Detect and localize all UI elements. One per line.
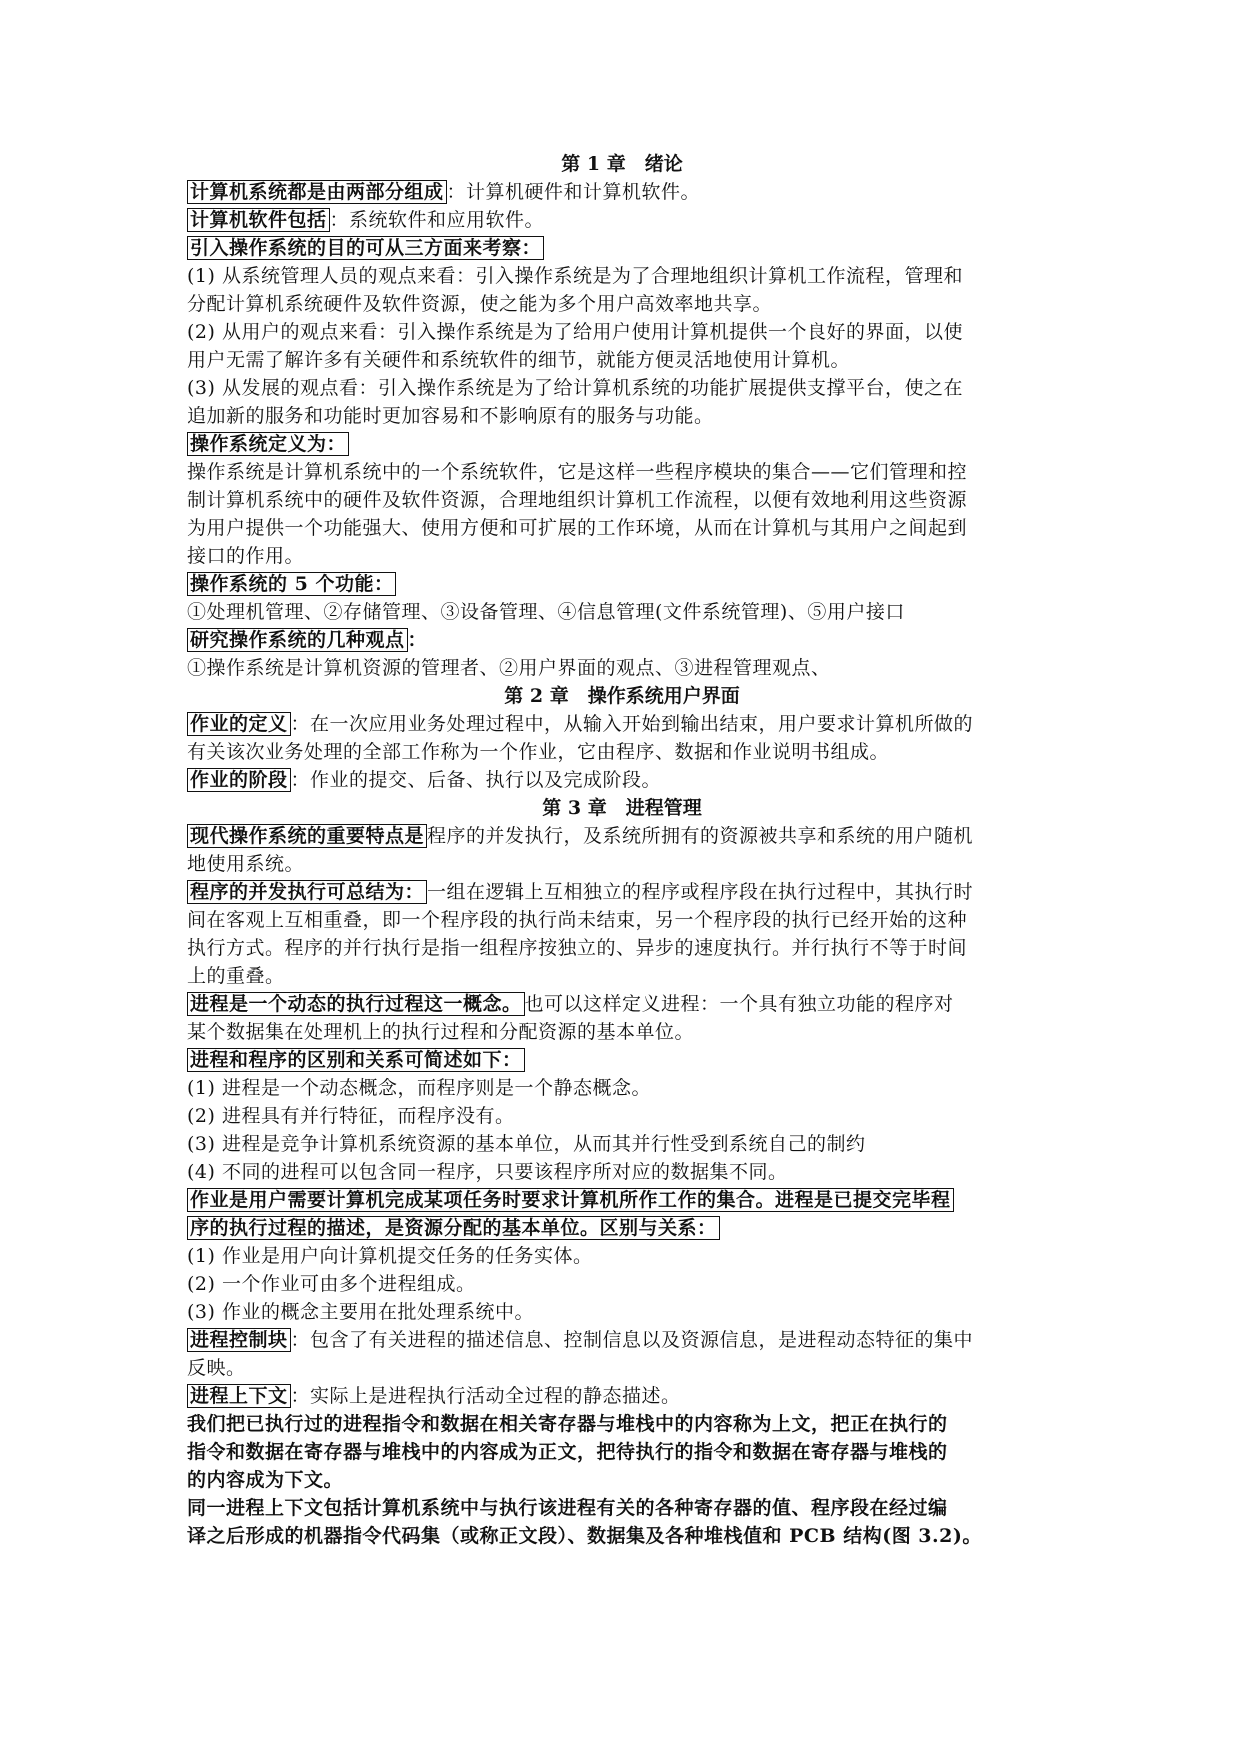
text-line: (3) 进程是竞争计算机系统资源的基本单位，从而其并行性受到系统自己的制约 — [187, 1133, 866, 1155]
key-term: 序的执行过程的描述，是资源分配的基本单位。区别与关系： — [187, 1216, 720, 1240]
text-line — [187, 570, 1057, 598]
text-line: 同一进程上下文包括计算机系统中与执行该进程有关的各种寄存器的值、程序段在经过编 — [187, 1497, 948, 1519]
key-term: 作业的阶段 — [187, 768, 291, 792]
text-line: 操作系统是计算机系统中的一个系统软件，它是这样一些程序模块的集合——它们管理和控 — [187, 461, 968, 483]
text-line: (3) 从发展的观点看：引入操作系统是为了给计算机系统的功能扩展提供支撑平台，使之在 — [187, 377, 963, 399]
text-line: 作业的定义 ：在一次应用业务处理过程中，从输入开始到输出结束，用户要求计算机所做的 — [187, 710, 1057, 738]
text-line — [187, 234, 1057, 262]
key-term: 现代操作系统的重要特点是 — [187, 824, 427, 848]
text-line — [187, 1186, 1057, 1214]
text-line: 有关该次业务处理的全部工作称为一个作业，它由程序、数据和作业说明书组成。 — [187, 741, 890, 763]
text-line: (1) 从系统管理人员的观点来看：引入操作系统是为了合理地组织计算机工作流程，管理和 — [187, 265, 963, 287]
text-line: 上的重叠。 — [187, 965, 285, 987]
text-line: 制计算机系统中的硬件及软件资源，合理地组织计算机工作流程，以便有效地利用这些资源 — [187, 489, 968, 511]
text-line: 现代操作系统的重要特点是 程序的并发执行，及系统所拥有的资源被共享和系统的用户随机 — [187, 822, 1057, 850]
key-term: 计算机系统都是由两部分组成 — [187, 180, 447, 204]
key-term: 进程控制块 — [187, 1328, 291, 1352]
text-line: 作业的阶段 ：作业的提交、后备、执行以及完成阶段。 — [187, 766, 1057, 794]
text-line: 研究操作系统的几种观点 ： — [187, 626, 1057, 654]
text-line: (2) 进程具有并行特征，而程序没有。 — [187, 1105, 515, 1127]
text-line: 分配计算机系统硬件及软件资源，使之能为多个用户高效率地共享。 — [187, 293, 773, 315]
text-line: (2) 从用户的观点来看：引入操作系统是为了给用户使用计算机提供一个良好的界面，以使 — [187, 321, 963, 343]
chapter-2-title: 第 2 章 操作系统用户界面 — [504, 685, 740, 707]
text-line — [187, 430, 1057, 458]
text-line: (3) 作业的概念主要用在批处理系统中。 — [187, 1301, 534, 1323]
chapter-3-title: 第 3 章 进程管理 — [542, 797, 702, 819]
key-term: 引入操作系统的目的可从三方面来考察： — [187, 236, 544, 260]
key-term: 程序的并发执行可总结为： — [187, 880, 427, 904]
text-line: ①操作系统是计算机资源的管理者、②用户界面的观点、③进程管理观点、 — [187, 657, 831, 679]
text-line: 进程是一个动态的执行过程这一概念。 也可以这样定义进程：一个具有独立功能的程序对 — [187, 990, 1057, 1018]
key-term: 计算机软件包括 — [187, 208, 330, 232]
key-term: 作业是用户需要计算机完成某项任务时要求计算机所作工作的集合。进程是已提交完毕程 — [187, 1188, 954, 1212]
text-line: 计算机软件包括 ：系统软件和应用软件。 — [187, 206, 1057, 234]
chapter-1-title: 第 1 章 绪论 — [561, 153, 683, 175]
text-line: 进程上下文 ：实际上是进程执行活动全过程的静态描述。 — [187, 1382, 1057, 1410]
document-page — [187, 150, 1057, 1550]
text-line — [187, 1214, 1057, 1242]
key-term: 进程是一个动态的执行过程这一概念。 — [187, 992, 525, 1016]
key-term: 作业的定义 — [187, 712, 291, 736]
text-line: 执行方式。程序的并行执行是指一组程序按独立的、异步的速度执行。并行执行不等于时间 — [187, 937, 968, 959]
text-line: 计算机系统都是由两部分组成 ：计算机硬件和计算机软件。 — [187, 178, 1057, 206]
text-line: 间在客观上互相重叠，即一个程序段的执行尚未结束，另一个程序段的执行已经开始的这种 — [187, 909, 968, 931]
key-term: 进程和程序的区别和关系可简述如下： — [187, 1048, 525, 1072]
text-line: 某个数据集在处理机上的执行过程和分配资源的基本单位。 — [187, 1021, 695, 1043]
text-line: (1) 进程是一个动态概念，而程序则是一个静态概念。 — [187, 1077, 651, 1099]
text-line: 追加新的服务和功能时更加容易和不影响原有的服务与功能。 — [187, 405, 714, 427]
text-line: 为用户提供一个功能强大、使用方便和可扩展的工作环境，从而在计算机与其用户之间起到 — [187, 517, 968, 539]
text-line: 的内容成为下文。 — [187, 1469, 344, 1491]
key-term: 进程上下文 — [187, 1384, 291, 1408]
key-term: 操作系统定义为： — [187, 432, 349, 456]
text-line: 我们把已执行过的进程指令和数据在相关寄存器与堆栈中的内容称为上文，把正在执行的 — [187, 1413, 948, 1435]
text-line: (2) 一个作业可由多个进程组成。 — [187, 1273, 476, 1295]
text-line: (4) 不同的进程可以包含同一程序，只要该程序所对应的数据集不同。 — [187, 1161, 788, 1183]
text-line: ①处理机管理、②存储管理、③设备管理、④信息管理(文件系统管理)、⑤用户接口 — [187, 601, 905, 623]
text-line: 用户无需了解许多有关硬件和系统软件的细节，就能方便灵活地使用计算机。 — [187, 349, 851, 371]
text-line: 译之后形成的机器指令代码集（或称正文段）、数据集及各种堆栈值和 PCB 结构(图 3.2)。 — [187, 1525, 982, 1547]
key-term: 研究操作系统的几种观点 — [187, 628, 408, 652]
text-line: 地使用系统。 — [187, 853, 305, 875]
text-line: 接口的作用。 — [187, 545, 305, 567]
key-term: 操作系统的 5 个功能： — [187, 572, 396, 596]
text-line: 指令和数据在寄存器与堆栈中的内容成为正文，把待执行的指令和数据在寄存器与堆栈的 — [187, 1441, 948, 1463]
text-line — [187, 1046, 1057, 1074]
text-line: 反映。 — [187, 1357, 246, 1379]
text-line: 程序的并发执行可总结为： 一组在逻辑上互相独立的程序或程序段在执行过程中，其执行时 — [187, 878, 1057, 906]
text-line: (1) 作业是用户向计算机提交任务的任务实体。 — [187, 1245, 593, 1267]
text-line: 进程控制块 ：包含了有关进程的描述信息、控制信息以及资源信息，是进程动态特征的集中 — [187, 1326, 1057, 1354]
